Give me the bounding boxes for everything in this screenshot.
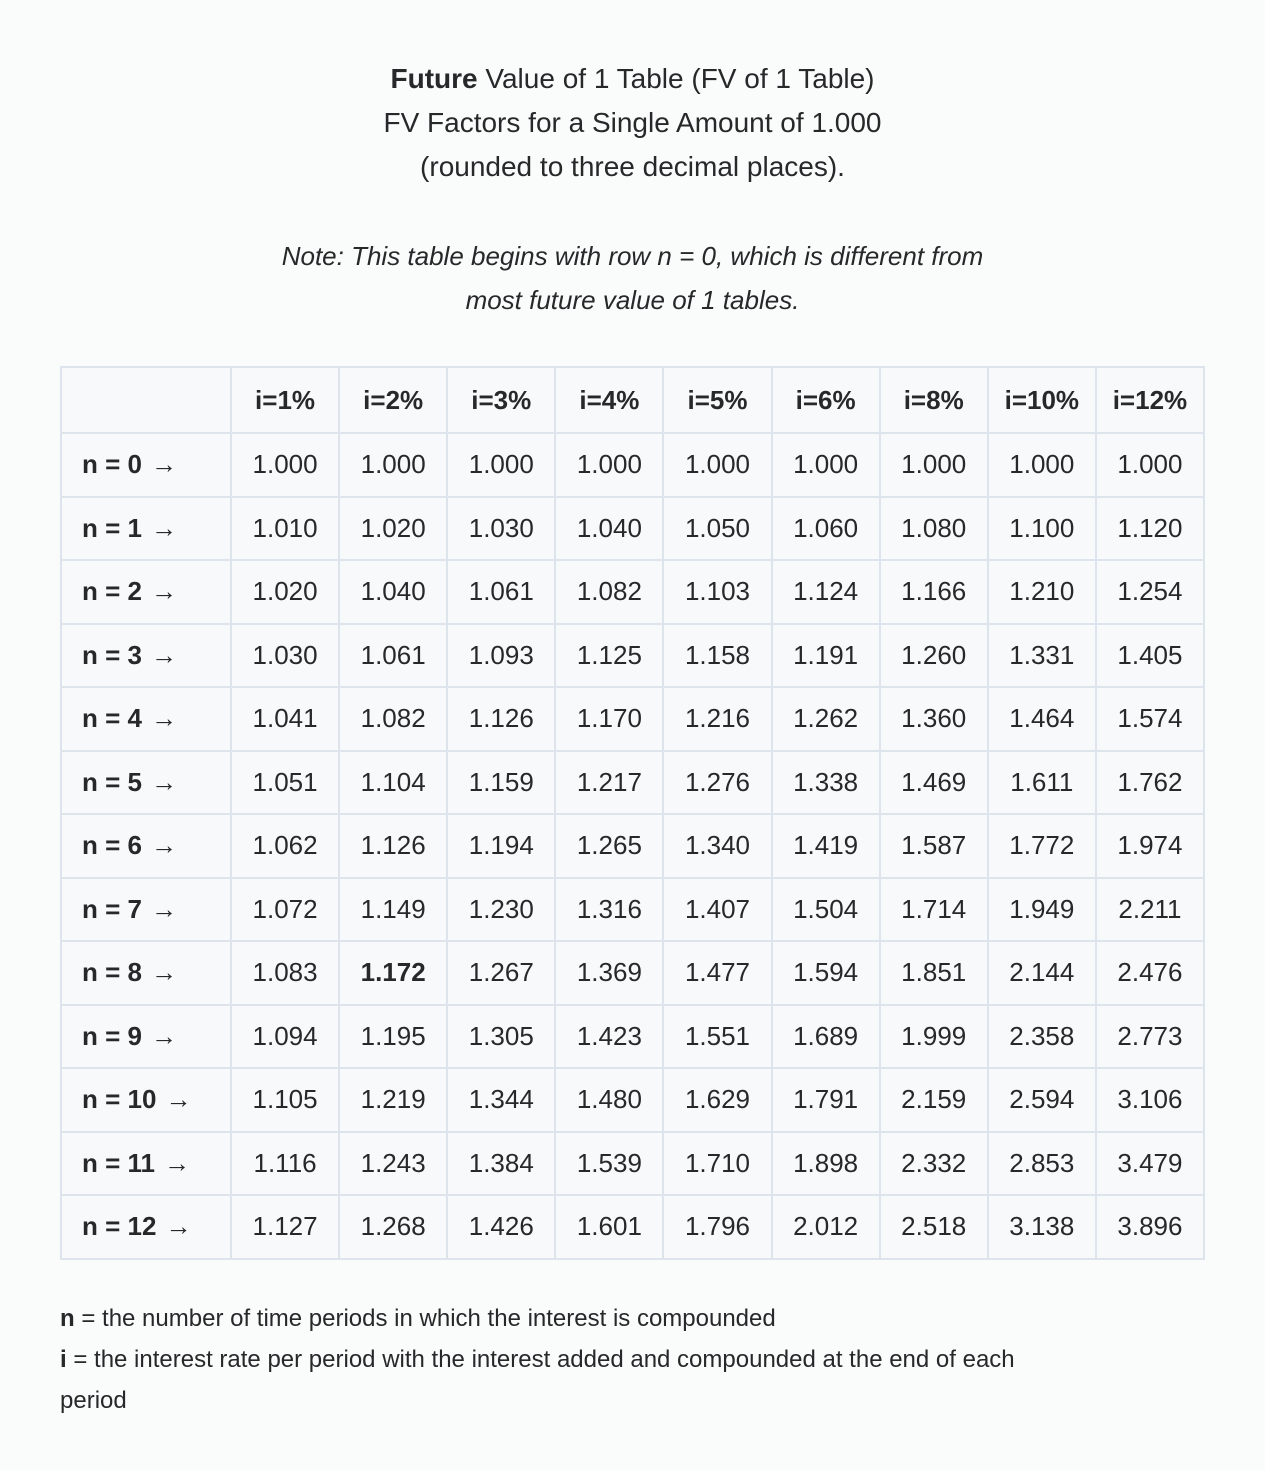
fv-cell: 1.050 <box>663 497 771 561</box>
row-label-text: n = 12 <box>82 1211 157 1242</box>
fv-cell: 1.062 <box>231 814 339 878</box>
page-title <box>0 57 1265 189</box>
header-row <box>61 367 1204 433</box>
table-note <box>0 234 1265 322</box>
right-arrow-icon: → <box>165 1084 192 1115</box>
fv-cell: 2.159 <box>880 1068 988 1132</box>
table-row <box>61 1068 1204 1132</box>
fv-cell: 1.407 <box>663 878 771 942</box>
fv-cell: 1.210 <box>988 560 1096 624</box>
fv-cell: 2.518 <box>880 1195 988 1259</box>
fv-cell: 1.080 <box>880 497 988 561</box>
fv-cell: 3.479 <box>1096 1132 1204 1196</box>
row-label <box>61 1132 231 1196</box>
fv-cell: 2.853 <box>988 1132 1096 1196</box>
fv-cell: 1.714 <box>880 878 988 942</box>
fv-cell: 1.949 <box>988 878 1096 942</box>
table-row <box>61 1132 1204 1196</box>
fv-cell: 1.104 <box>339 751 447 815</box>
note-line-2: most future value of 1 tables. <box>465 285 800 315</box>
fv-cell: 1.082 <box>555 560 663 624</box>
row-label-text: n = 4 <box>82 703 142 734</box>
footnote-i <box>60 1339 1205 1380</box>
row-label <box>61 751 231 815</box>
footnote-n <box>60 1298 1205 1339</box>
table-row <box>61 687 1204 751</box>
fv-cell: 1.094 <box>231 1005 339 1069</box>
fv-cell: 1.000 <box>231 433 339 497</box>
fv-cell: 1.254 <box>1096 560 1204 624</box>
fv-cell: 1.041 <box>231 687 339 751</box>
fv-cell: 1.072 <box>231 878 339 942</box>
row-label-text: n = 1 <box>82 512 142 543</box>
footnotes <box>60 1298 1205 1421</box>
fv-cell: 1.587 <box>880 814 988 878</box>
fv-cell: 1.159 <box>447 751 555 815</box>
right-arrow-icon: → <box>150 1020 177 1051</box>
col-header-i5: i=5% <box>663 367 771 433</box>
fv-cell: 1.082 <box>339 687 447 751</box>
footnote-n-term: n <box>60 1304 75 1332</box>
row-label-text: n = 8 <box>82 957 142 988</box>
title-line-3: (rounded to three decimal places). <box>420 151 845 182</box>
fv-cell: 1.000 <box>772 433 880 497</box>
row-label-text: n = 3 <box>82 639 142 670</box>
right-arrow-icon: → <box>150 957 177 988</box>
col-header-i6: i=6% <box>772 367 880 433</box>
fv-cell: 1.000 <box>880 433 988 497</box>
col-header-i3: i=3% <box>447 367 555 433</box>
row-label-text: n = 5 <box>82 766 142 797</box>
fv-cell: 1.504 <box>772 878 880 942</box>
fv-of-1-table <box>60 366 1205 1260</box>
fv-cell: 1.170 <box>555 687 663 751</box>
col-header-i1: i=1% <box>231 367 339 433</box>
row-label <box>61 497 231 561</box>
fv-cell: 1.267 <box>447 941 555 1005</box>
fv-cell: 1.260 <box>880 624 988 688</box>
title-line-1 <box>0 57 1265 101</box>
title-line-1-text: Value of 1 Table (FV of 1 Table) <box>477 63 875 94</box>
fv-cell: 2.358 <box>988 1005 1096 1069</box>
footnote-i-term: i <box>60 1345 67 1373</box>
fv-cell: 1.405 <box>1096 624 1204 688</box>
row-label <box>61 1068 231 1132</box>
fv-cell: 1.594 <box>772 941 880 1005</box>
fv-cell: 1.127 <box>231 1195 339 1259</box>
corner-cell <box>61 367 231 433</box>
row-label <box>61 941 231 1005</box>
row-label-text: n = 6 <box>82 830 142 861</box>
fv-cell: 1.000 <box>988 433 1096 497</box>
fv-cell: 1.158 <box>663 624 771 688</box>
right-arrow-icon: → <box>164 1147 190 1178</box>
fv-cell: 1.276 <box>663 751 771 815</box>
fv-cell: 1.061 <box>339 624 447 688</box>
fv-cell: 1.191 <box>772 624 880 688</box>
fv-cell: 1.423 <box>555 1005 663 1069</box>
right-arrow-icon: → <box>150 830 177 861</box>
right-arrow-icon: → <box>150 512 177 543</box>
fv-cell: 3.106 <box>1096 1068 1204 1132</box>
fv-cell: 1.194 <box>447 814 555 878</box>
fv-cell: 1.216 <box>663 687 771 751</box>
fv-cell: 1.040 <box>339 560 447 624</box>
fv-cell: 1.051 <box>231 751 339 815</box>
fv-cell: 1.369 <box>555 941 663 1005</box>
table-row <box>61 1005 1204 1069</box>
fv-cell: 1.126 <box>447 687 555 751</box>
fv-cell: 1.010 <box>231 497 339 561</box>
fv-cell: 1.419 <box>772 814 880 878</box>
row-label <box>61 878 231 942</box>
fv-cell: 3.138 <box>988 1195 1096 1259</box>
title-line-2: FV Factors for a Single Amount of 1.000 <box>383 107 882 138</box>
fv-cell: 1.268 <box>339 1195 447 1259</box>
fv-cell: 1.103 <box>663 560 771 624</box>
row-label <box>61 624 231 688</box>
table-row <box>61 624 1204 688</box>
fv-cell: 1.464 <box>988 687 1096 751</box>
fv-cell: 1.601 <box>555 1195 663 1259</box>
fv-cell: 2.773 <box>1096 1005 1204 1069</box>
fv-cell: 1.149 <box>339 878 447 942</box>
table-row <box>61 941 1204 1005</box>
footnote-n-text: = the number of time periods in which the interest is compounded <box>74 1304 776 1332</box>
row-label-text: n = 11 <box>82 1147 155 1178</box>
row-label <box>61 687 231 751</box>
fv-cell: 1.000 <box>447 433 555 497</box>
title-emphasis: Future <box>390 63 478 94</box>
fv-cell: 1.305 <box>447 1005 555 1069</box>
fv-cell: 1.265 <box>555 814 663 878</box>
fv-cell: 1.477 <box>663 941 771 1005</box>
fv-cell: 1.796 <box>663 1195 771 1259</box>
row-label-text: n = 7 <box>82 893 142 924</box>
fv-cell: 2.144 <box>988 941 1096 1005</box>
fv-cell: 1.551 <box>663 1005 771 1069</box>
table-row <box>61 433 1204 497</box>
fv-cell: 1.000 <box>555 433 663 497</box>
row-label-text: n = 9 <box>82 1020 142 1051</box>
right-arrow-icon: → <box>150 893 177 924</box>
fv-cell: 1.195 <box>339 1005 447 1069</box>
fv-cell: 1.000 <box>663 433 771 497</box>
fv-cell: 1.105 <box>231 1068 339 1132</box>
fv-cell: 1.338 <box>772 751 880 815</box>
fv-cell: 1.083 <box>231 941 339 1005</box>
row-label-text: n = 2 <box>82 576 142 607</box>
fv-cell: 1.772 <box>988 814 1096 878</box>
row-label <box>61 1005 231 1069</box>
row-label-text: n = 10 <box>82 1084 157 1115</box>
row-label <box>61 560 231 624</box>
fv-cell: 1.689 <box>772 1005 880 1069</box>
table-row <box>61 1195 1204 1259</box>
fv-cell: 1.974 <box>1096 814 1204 878</box>
footnote-i-continued: period <box>60 1386 127 1414</box>
fv-cell: 1.030 <box>447 497 555 561</box>
fv-cell: 2.476 <box>1096 941 1204 1005</box>
fv-cell: 1.539 <box>555 1132 663 1196</box>
fv-cell: 1.469 <box>880 751 988 815</box>
fv-cell: 1.340 <box>663 814 771 878</box>
col-header-i10: i=10% <box>988 367 1096 433</box>
fv-cell: 1.898 <box>772 1132 880 1196</box>
fv-cell: 1.100 <box>988 497 1096 561</box>
fv-cell: 1.262 <box>772 687 880 751</box>
fv-cell: 1.020 <box>231 560 339 624</box>
fv-cell: 3.896 <box>1096 1195 1204 1259</box>
fv-cell: 1.166 <box>880 560 988 624</box>
right-arrow-icon: → <box>150 703 177 734</box>
fv-cell: 2.332 <box>880 1132 988 1196</box>
fv-cell: 1.791 <box>772 1068 880 1132</box>
fv-cell: 1.574 <box>1096 687 1204 751</box>
fv-cell: 1.000 <box>1096 433 1204 497</box>
fv-cell: 2.211 <box>1096 878 1204 942</box>
fv-cell: 1.020 <box>339 497 447 561</box>
fv-cell: 1.124 <box>772 560 880 624</box>
fv-cell: 2.012 <box>772 1195 880 1259</box>
fv-cell: 1.384 <box>447 1132 555 1196</box>
table-row <box>61 751 1204 815</box>
col-header-i4: i=4% <box>555 367 663 433</box>
fv-cell: 1.000 <box>339 433 447 497</box>
row-label-text: n = 0 <box>82 449 142 480</box>
fv-table-body <box>61 433 1204 1259</box>
fv-cell: 1.316 <box>555 878 663 942</box>
fv-cell: 1.344 <box>447 1068 555 1132</box>
fv-cell: 1.243 <box>339 1132 447 1196</box>
row-label <box>61 814 231 878</box>
fv-cell: 1.040 <box>555 497 663 561</box>
table-row <box>61 814 1204 878</box>
col-header-i12: i=12% <box>1096 367 1204 433</box>
footnote-i-text: = the interest rate per period with the interest added and compounded at the end of each <box>66 1345 1015 1373</box>
fv-cell: 1.126 <box>339 814 447 878</box>
fv-cell: 1.360 <box>880 687 988 751</box>
right-arrow-icon: → <box>150 766 177 797</box>
fv-cell: 1.426 <box>447 1195 555 1259</box>
fv-cell: 1.060 <box>772 497 880 561</box>
fv-cell: 1.230 <box>447 878 555 942</box>
fv-cell: 1.762 <box>1096 751 1204 815</box>
fv-cell: 1.480 <box>555 1068 663 1132</box>
fv-cell: 1.061 <box>447 560 555 624</box>
table-row <box>61 878 1204 942</box>
right-arrow-icon: → <box>165 1211 192 1242</box>
fv-cell: 1.116 <box>231 1132 339 1196</box>
note-line-1: Note: This table begins with row n = 0, which is different from <box>281 241 984 271</box>
row-label <box>61 433 231 497</box>
fv-cell: 1.030 <box>231 624 339 688</box>
table-row <box>61 497 1204 561</box>
fv-cell: 1.093 <box>447 624 555 688</box>
fv-cell: 1.851 <box>880 941 988 1005</box>
fv-cell: 1.125 <box>555 624 663 688</box>
fv-cell: 1.172 <box>339 941 447 1005</box>
fv-cell: 1.120 <box>1096 497 1204 561</box>
fv-cell: 1.710 <box>663 1132 771 1196</box>
fv-cell: 1.217 <box>555 751 663 815</box>
fv-cell: 1.999 <box>880 1005 988 1069</box>
fv-cell: 1.611 <box>988 751 1096 815</box>
fv-cell: 2.594 <box>988 1068 1096 1132</box>
col-header-i2: i=2% <box>339 367 447 433</box>
right-arrow-icon: → <box>150 449 177 480</box>
fv-cell: 1.219 <box>339 1068 447 1132</box>
table-row <box>61 560 1204 624</box>
col-header-i8: i=8% <box>880 367 988 433</box>
right-arrow-icon: → <box>150 639 177 670</box>
right-arrow-icon: → <box>150 576 177 607</box>
fv-cell: 1.331 <box>988 624 1096 688</box>
fv-cell: 1.629 <box>663 1068 771 1132</box>
row-label <box>61 1195 231 1259</box>
